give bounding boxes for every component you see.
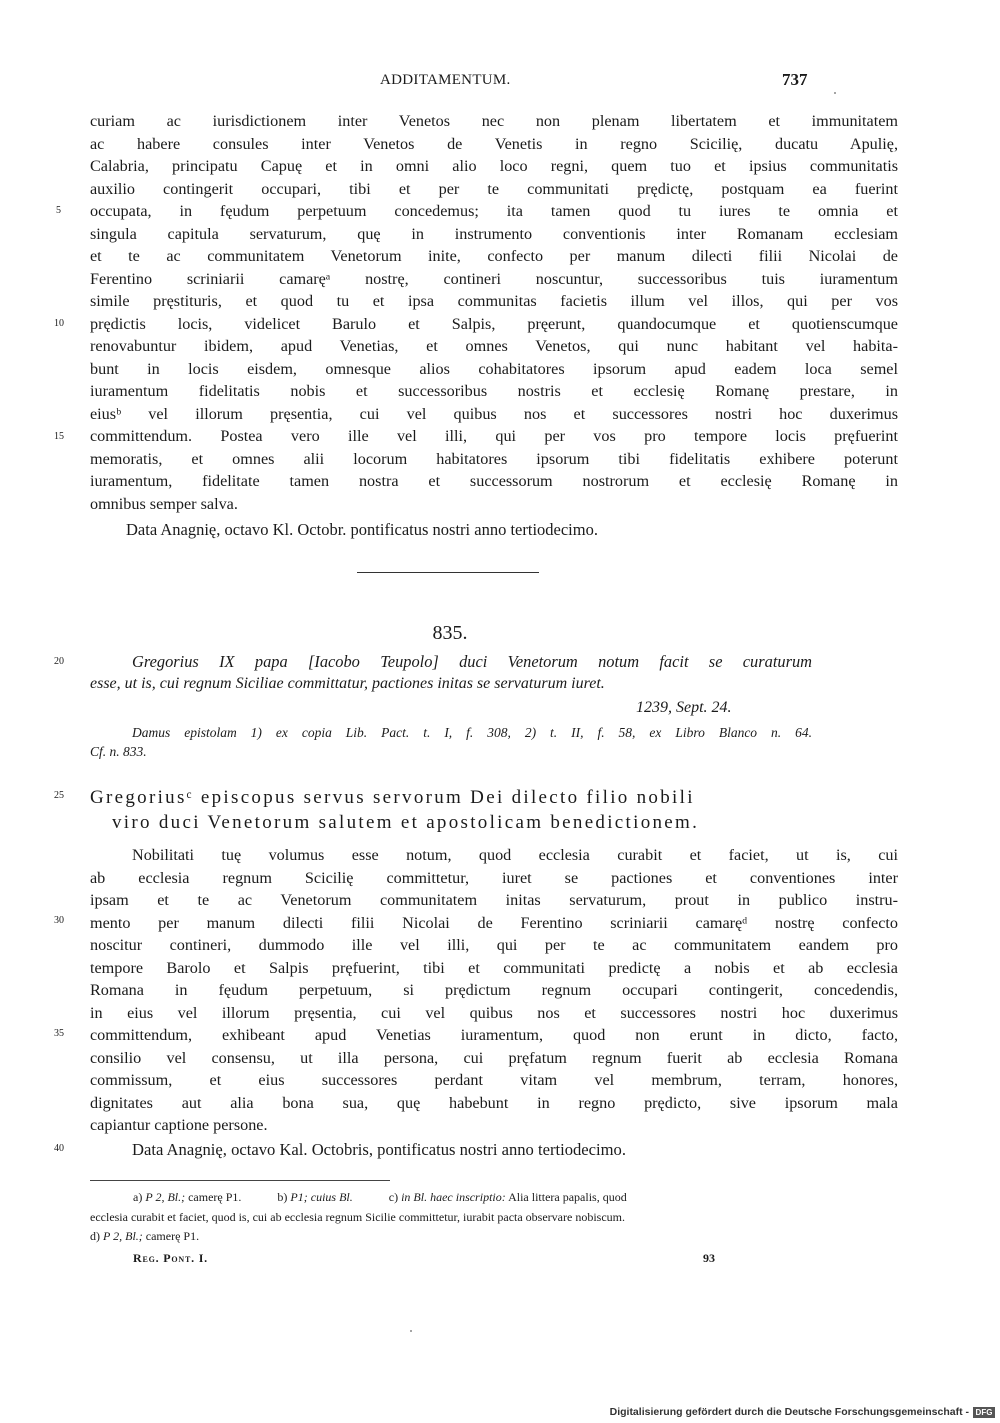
line-number: 5 [56,205,61,216]
footnote-line: ecclesia curabit et faciet, quod is, cui ab ecclesia regnum Sicilie committetur, iurabit pacta observare nobiscum. [90,1210,625,1224]
text-line: ab ecclesia regnum Scicilię committetur, iuret se pactiones et conventiones inter [90,868,898,887]
text-line: curiam ac iurisdictionem inter Venetos nec non plenam libertatem et immunitatem [90,112,898,130]
document-number: 835. [432,622,468,644]
footnote-text: P 2, Bl.; [145,1190,186,1204]
text-line: bunt in locis eisdem, omnesque alios cohabitatores ipsorum apud eadem loca semel [90,359,898,378]
regest-line: esse, ut is, cui regnum Siciliae committatur, pactiones initas se servaturum iuret. [90,675,605,692]
text-line: occupata, in fęudum perpetuum concedemus; ita tamen quod tu iures te omnia et [90,202,898,220]
sheet-number: 93 [703,1251,715,1265]
text-line: omnibus semper salva. [90,494,238,513]
footnote-text: camerę P1. [145,1229,200,1243]
regest-line: Gregorius IX papa [Iacobo Teupolo] duci Venetorum notum facit se curaturum [132,652,812,671]
text-line: Calabria, principatu Capuę et in omni alio loco regni, quem tuo et ipsius communitatis [90,157,898,175]
line-number: 35 [54,1028,64,1039]
footnote-mark: b) [277,1190,288,1204]
page-number: 737 [782,70,808,89]
dfg-logo: DFG [973,1407,995,1418]
text-line: memoratis, et omnes alii locorum habitatores ipsorum tibi fidelitatis exhibere poterunt [90,449,898,468]
line-number: 20 [54,656,64,667]
text-line: committendum. Postea vero ille vel illi, qui per vos pro tempore locis pręfuerint [90,427,898,445]
footnote-text: in Bl. haec inscriptio: [401,1190,506,1204]
sheet-signature: Reg. Pont. I. [133,1251,208,1265]
line-number: 30 [54,915,64,926]
greeting-line: Gregoriusᶜ episcopus servus servorum Dei dilecto filio nobili [90,787,695,808]
top-text-block [90,112,898,542]
text-line: prędictis locis, videlicet Barulo et Salpis, pręerunt, quandocumque et quotienscumque [90,314,898,333]
section-separator [357,572,539,573]
footnote-line [90,1229,199,1244]
text-line: tempore Barolo et Salpis pręfuerint, tibi et communitati predictę a nobis et ab ecclesia [90,958,898,977]
text-line: noscitur contineri, dummodo ille vel illi, qui per te ac communitatem eandem pro [90,936,898,954]
text-line: eiusᵇ vel illorum pręsentia, cui vel quibus nos et successores nostri hoc duxerimus [90,404,898,423]
line-number: 10 [54,318,64,329]
line-number: 25 [54,790,64,801]
greeting-line: viro duci Venetorum salutem et apostolicam benedictionem. [112,812,700,833]
text-line: consilio vel consensu, ut illa persona, cui pręfatum regnum fuerit ab ecclesia Romana [90,1048,898,1067]
running-head: ADDITAMENTUM. [380,72,511,88]
date-line: Data Anagnię, octavo Kal. Octobris, pontificatus nostri anno tertiodecimo. [132,1140,626,1159]
text-line: singula capitula servaturum, quę in instrumento conventionis inter Romanam ecclesiam [90,224,898,243]
footnote-text: P1; cuius Bl. [290,1190,353,1204]
scan-speck [834,92,836,94]
footnote-text: Alia littera papalis, quod [508,1190,627,1204]
text-line: iuramentum, fidelitate tamen nostra et successorum nostrorum et ecclesię Romanę in [90,472,898,490]
text-line: et te ac communitatem Venetorum inite, confecto per manum dilecti filii Nicolai de [90,247,898,265]
footnote-rule [90,1180,390,1181]
line-number: 40 [54,1143,64,1154]
text-line: iuramentum fidelitatis nobis et successoribus nostris et ecclesię Romanę prestare, in [90,382,898,400]
source-note: Damus epistolam 1) ex copia Lib. Pact. t. I, f. 308, 2) t. II, f. 58, ex Libro Blanco n. 64. [132,725,812,740]
footnote-mark: c) [388,1190,399,1204]
source-note: Cf. n. 833. [90,744,147,759]
text-line: Romana in fęudum perpetuum, si prędictum regnum occupari contingerit, concedendis, [90,981,898,999]
line-number: 15 [54,431,64,442]
text-line: commissum, et eius successores perdant vitam vel membrum, terram, honores, [90,1071,898,1089]
text-line: committendum, exhibeant apud Venetias iuramentum, quod non erunt in dicto, facto, [90,1026,898,1044]
text-line: ac habere consules inter Venetos de Venetis in regno Scicilię, ducatu Apulię, [90,134,898,153]
footnote-line [133,1190,627,1205]
text-line: auxilio contingerit occupari, tibi et per te communitati prędictę, postquam ea fuerint [90,179,898,198]
text-line: in eius vel illorum pręsentia, cui vel quibus nos et successores nostri hoc duxerimus [90,1003,898,1022]
regest-date: 1239, Sept. 24. [636,699,732,716]
scan-speck [410,1330,412,1332]
digitization-credit [610,1406,995,1418]
footnote-text: P 2, Bl.; [103,1229,143,1243]
footnote-mark: a) [133,1190,143,1204]
text-line: dignitates aut alia bona sua, quę habebunt in regno prędicto, sive ipsorum mala [90,1093,898,1112]
text-line: ipsam et te ac Venetorum communitatem initas servaturum, prout in publico instru- [90,891,898,909]
date-line: Data Anagnię, octavo Kl. Octobr. pontificatus nostri anno tertiodecimo. [126,520,598,539]
body-text-block [90,846,898,1166]
text-line: renovabuntur ibidem, apud Venetias, et omnes Venetos, qui nunc habitant vel habita- [90,337,898,355]
text-line: simile pręstituris, et quod tu et ipsa communitas facietis illum vel illos, qui per vos [90,292,898,310]
text-line: Ferentino scriniarii camaręᵃ nostrę, contineri noscuntur, successoribus tuis iuramentum [90,269,898,288]
footnote-text: camerę P1. [188,1190,242,1204]
credit-text: Digitalisierung gefördert durch die Deutsche Forschungsgemeinschaft - [609,1406,969,1418]
text-line: capiantur captione persone. [90,1116,268,1134]
text-line: Nobilitati tuę volumus esse notum, quod ecclesia curabit et faciet, ut is, cui [132,846,898,864]
text-line: mento per manum dilecti filii Nicolai de Ferentino scriniarii camaręᵈ nostrę confecto [90,913,898,932]
footnote-mark: d) [90,1229,100,1243]
